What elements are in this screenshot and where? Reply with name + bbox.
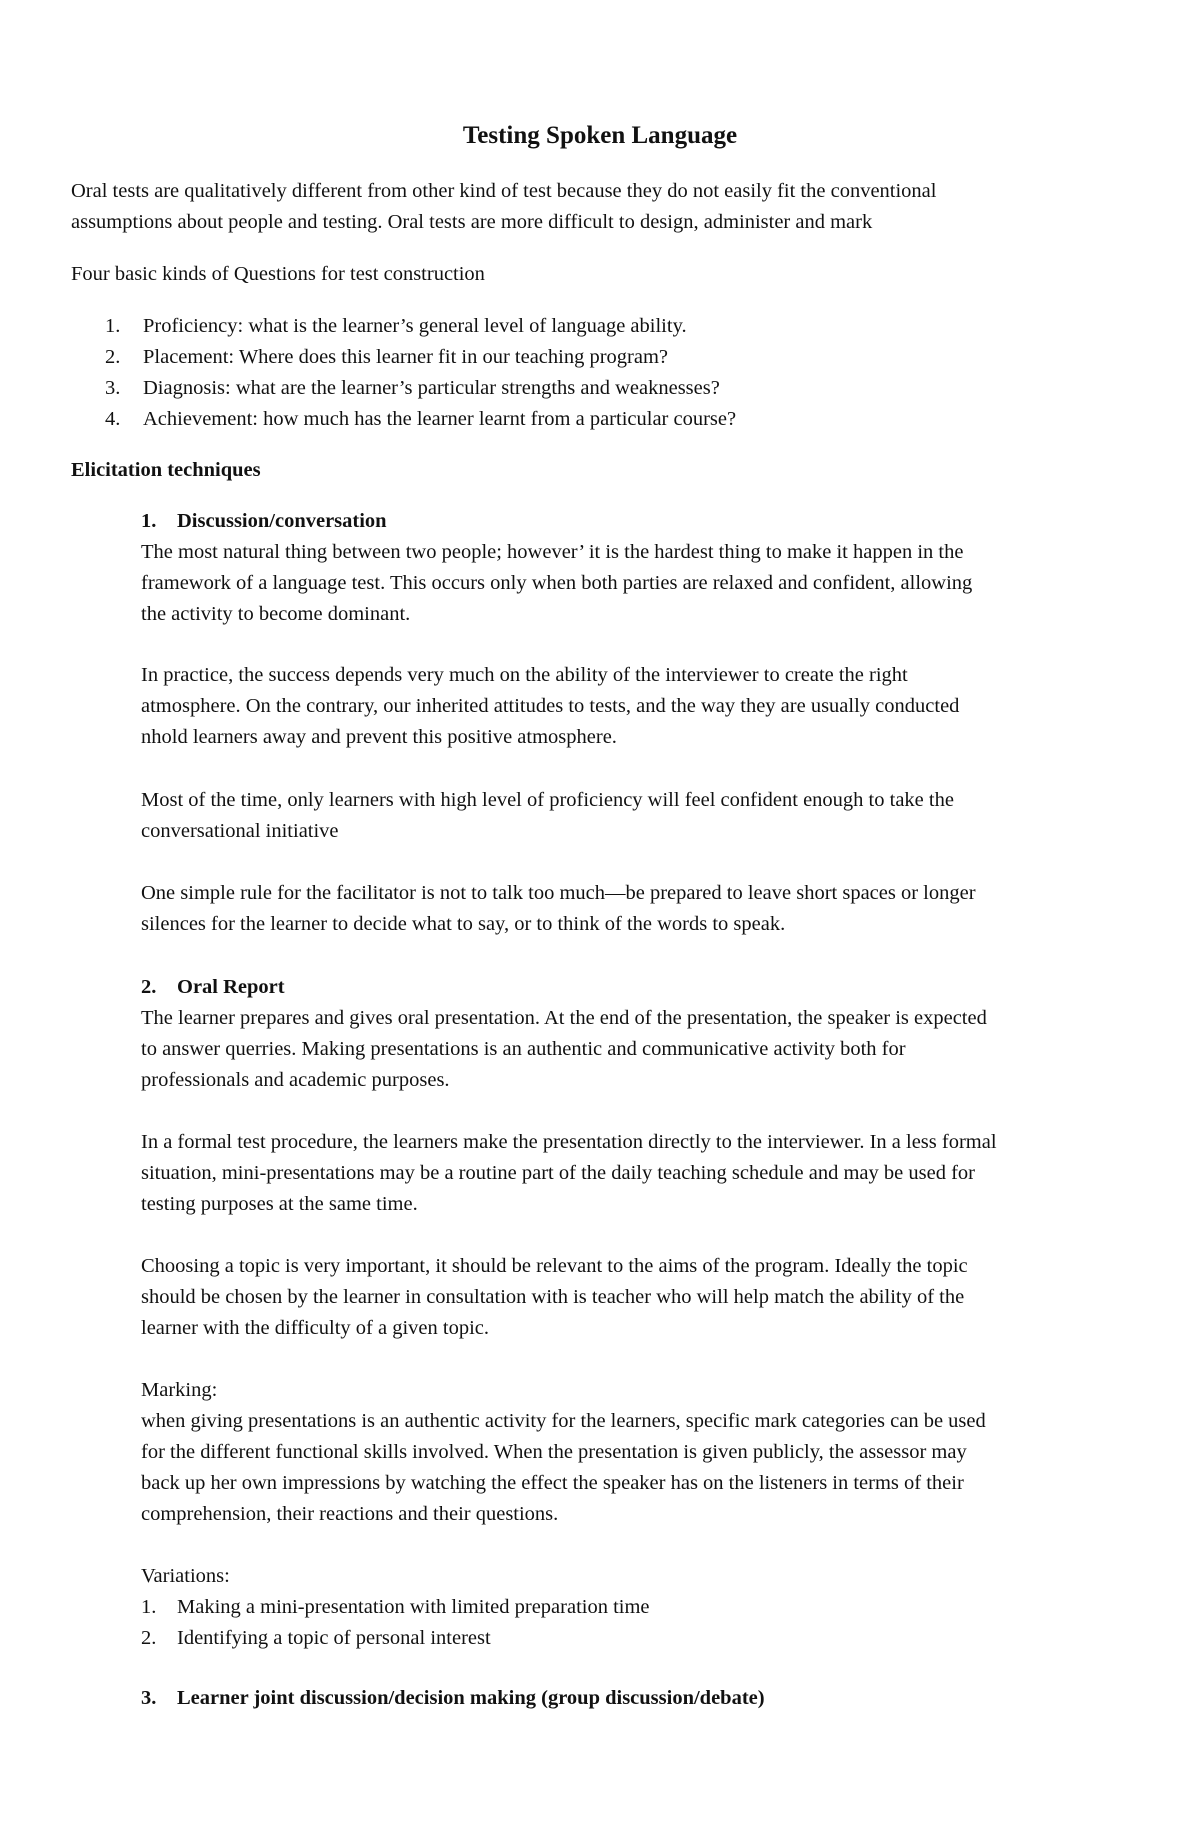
list-number: 2.	[141, 1627, 157, 1649]
paragraph-line: should be chosen by the learner in consultation with is teacher who will help match the ability of the	[141, 1286, 965, 1308]
paragraph-line: comprehension, their reactions and their questions.	[141, 1503, 559, 1525]
section-heading	[141, 1683, 765, 1714]
list-item	[105, 373, 720, 404]
paragraph	[141, 785, 954, 847]
section-number: 1.	[141, 510, 157, 532]
list-number: 1.	[105, 315, 121, 337]
paragraph-line: for the different functional skills involved. When the presentation is given publicly, the assessor may	[141, 1441, 967, 1463]
section-heading	[141, 972, 285, 1003]
section-title: Discussion/conversation	[177, 510, 387, 532]
paragraph-line: Choosing a topic is very important, it should be relevant to the aims of the program. Ideally the topic	[141, 1255, 968, 1277]
section-title: Learner joint discussion/decision making (group discussion/debate)	[177, 1687, 765, 1709]
section-title: Oral Report	[177, 976, 285, 998]
list-item	[141, 1592, 650, 1623]
intro-paragraph	[71, 176, 936, 238]
list-text: Proficiency: what is the learner’s general level of language ability.	[143, 315, 687, 337]
paragraph-line: The learner prepares and gives oral presentation. At the end of the presentation, the speaker is expected	[141, 1007, 987, 1029]
paragraph-line: testing purposes at the same time.	[141, 1193, 418, 1215]
page-title: Testing Spoken Language	[462, 122, 738, 149]
section-number: 2.	[141, 976, 157, 998]
section-heading	[141, 506, 387, 537]
questions-heading: Four basic kinds of Questions for test construction	[71, 263, 485, 285]
list-text: Making a mini-presentation with limited preparation time	[177, 1596, 650, 1618]
paragraph-line: learner with the difficulty of a given topic.	[141, 1317, 490, 1339]
list-item	[141, 1623, 491, 1654]
paragraph-line: situation, mini-presentations may be a routine part of the daily teaching schedule and may be used for	[141, 1162, 975, 1184]
paragraph-line: silences for the learner to decide what to say, or to think of the words to speak.	[141, 913, 786, 935]
list-number: 2.	[105, 346, 121, 368]
paragraph	[141, 1127, 997, 1220]
list-number: 4.	[105, 408, 121, 430]
paragraph-line: conversational initiative	[141, 820, 339, 842]
paragraph-line: nhold learners away and prevent this positive atmosphere.	[141, 726, 617, 748]
elicitation-heading: Elicitation techniques	[71, 459, 261, 481]
paragraph	[141, 1003, 987, 1096]
marking-label: Marking:	[141, 1379, 218, 1401]
intro-line: assumptions about people and testing. Oral tests are more difficult to design, administer and mark	[71, 211, 873, 233]
paragraph-line: In a formal test procedure, the learners make the presentation directly to the interviewer. In a less formal	[141, 1131, 997, 1153]
marking-paragraph	[141, 1375, 986, 1530]
paragraph-line: framework of a language test. This occurs only when both parties are relaxed and confident, allowing	[141, 572, 973, 594]
paragraph	[141, 878, 976, 940]
paragraph-line: atmosphere. On the contrary, our inherited attitudes to tests, and the way they are usually conducted	[141, 695, 960, 717]
paragraph-line: The most natural thing between two people; however’ it is the hardest thing to make it happen in the	[141, 541, 964, 563]
paragraph-line: when giving presentations is an authentic activity for the learners, specific mark categories can be used	[141, 1410, 986, 1432]
paragraph-line: the activity to become dominant.	[141, 603, 411, 625]
list-number: 1.	[141, 1596, 157, 1618]
paragraph	[141, 660, 959, 753]
list-item	[105, 311, 687, 342]
list-number: 3.	[105, 377, 121, 399]
list-text: Diagnosis: what are the learner’s particular strengths and weaknesses?	[143, 377, 720, 399]
list-text: Achievement: how much has the learner learnt from a particular course?	[143, 408, 737, 430]
intro-line: Oral tests are qualitatively different from other kind of test because they do not easily fit the conventional	[71, 180, 937, 202]
list-item	[105, 404, 736, 435]
list-text: Identifying a topic of personal interest	[177, 1627, 491, 1649]
paragraph-line: to answer querries. Making presentations is an authentic and communicative activity both for	[141, 1038, 906, 1060]
paragraph	[141, 1251, 968, 1344]
paragraph	[141, 537, 972, 630]
paragraph-line: professionals and academic purposes.	[141, 1069, 450, 1091]
list-text: Placement: Where does this learner fit in our teaching program?	[143, 346, 669, 368]
paragraph-line: back up her own impressions by watching the effect the speaker has on the listeners in terms of their	[141, 1472, 964, 1494]
variations-label: Variations:	[141, 1565, 230, 1587]
section-number: 3.	[141, 1687, 157, 1709]
list-item	[105, 342, 668, 373]
paragraph-line: In practice, the success depends very much on the ability of the interviewer to create the right	[141, 664, 908, 686]
paragraph-line: Most of the time, only learners with high level of proficiency will feel confident enough to take the	[141, 789, 954, 811]
paragraph-line: One simple rule for the facilitator is not to talk too much—be prepared to leave short spaces or longer	[141, 882, 976, 904]
